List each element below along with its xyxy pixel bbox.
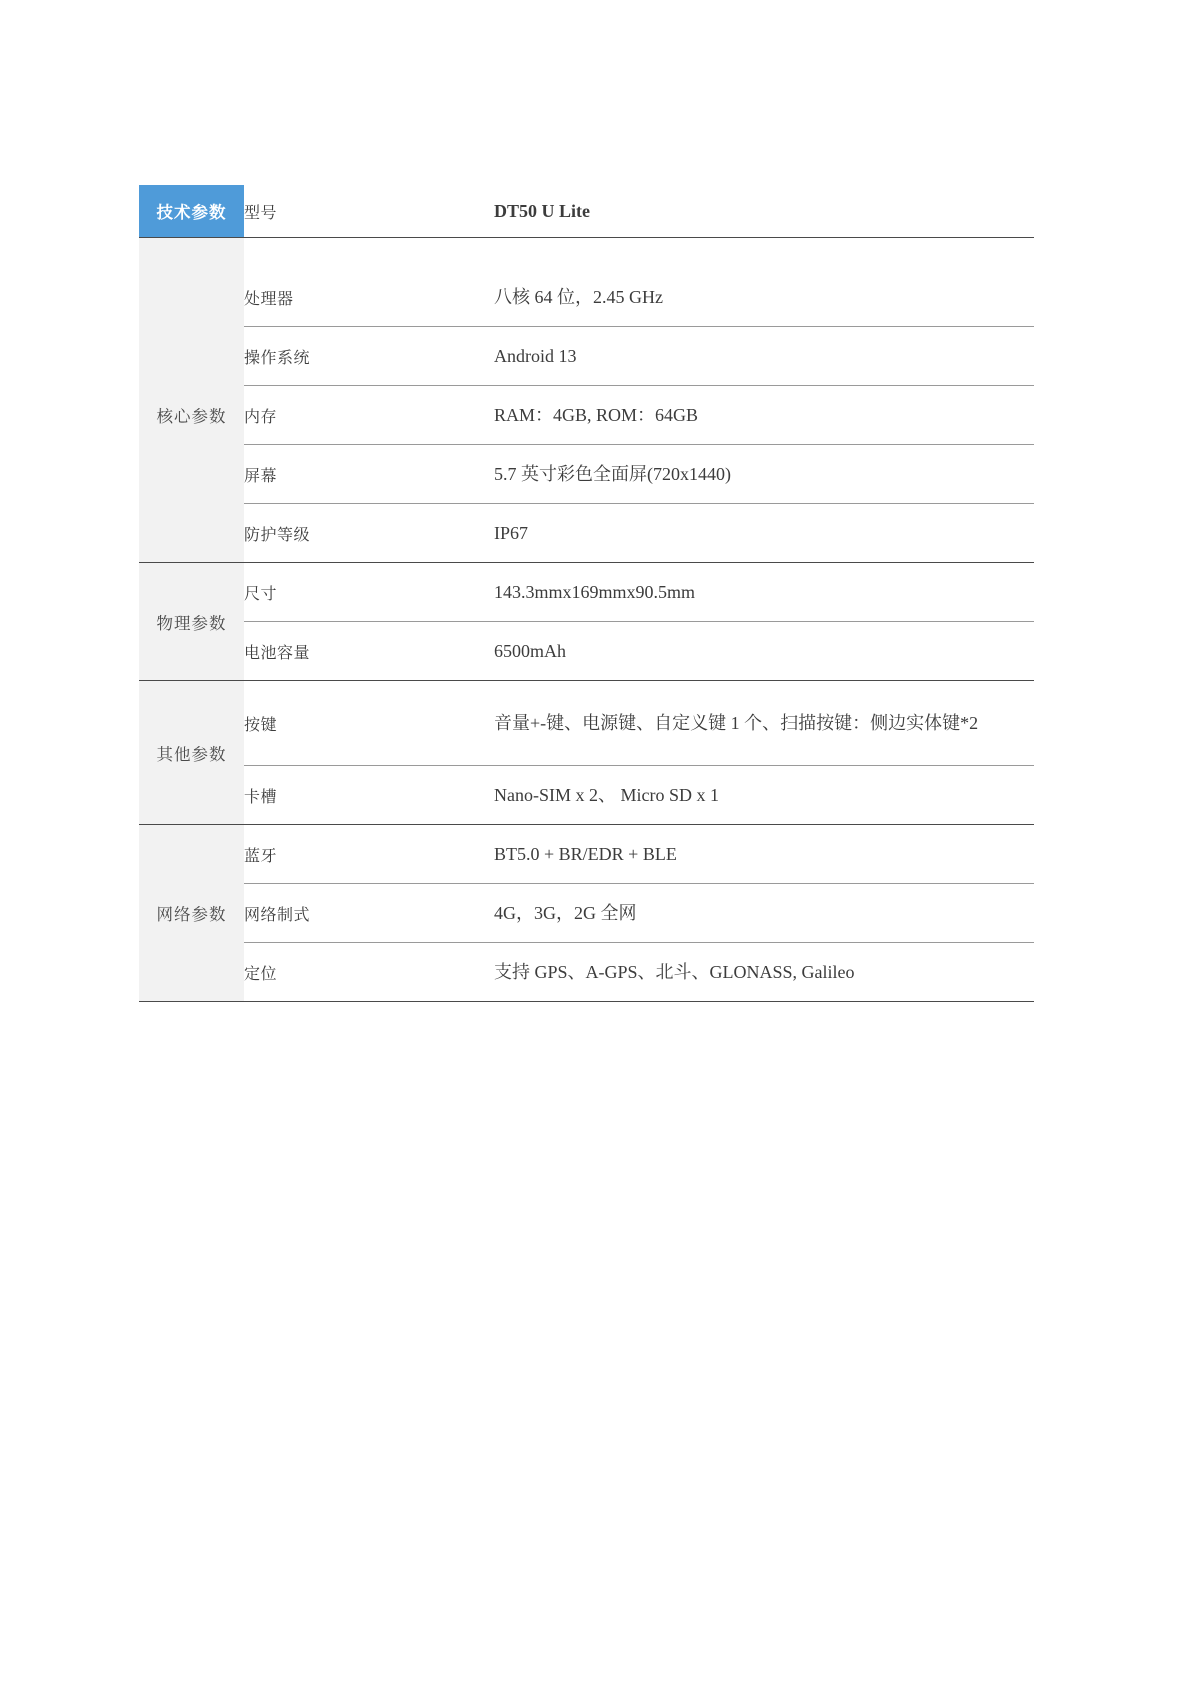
group-cell-other: 其他参数 — [139, 681, 244, 825]
table-row — [139, 622, 1034, 681]
row-value: 5.7 英寸彩色全面屏(720x1440) — [494, 445, 1034, 504]
spacer-group-cell — [139, 238, 244, 269]
row-value: RAM：4GB, ROM：64GB — [494, 386, 1034, 445]
row-value: 支持 GPS、A-GPS、北斗、GLONASS, Galileo — [494, 943, 1034, 1002]
table-row — [139, 504, 1034, 563]
row-value: IP67 — [494, 504, 1034, 563]
row-label: 尺寸 — [244, 563, 494, 622]
row-value: 6500mAh — [494, 622, 1034, 681]
spacer-value-cell — [494, 238, 1034, 269]
table-row — [139, 884, 1034, 943]
table-row — [139, 386, 1034, 445]
row-label: 按键 — [244, 681, 494, 766]
group-cell-core: 核心参数 — [139, 268, 244, 563]
row-label: 防护等级 — [244, 504, 494, 563]
row-label: 卡槽 — [244, 766, 494, 825]
row-value: 143.3mmx169mmx90.5mm — [494, 563, 1034, 622]
spec-table — [139, 185, 1034, 1002]
table-row — [139, 943, 1034, 1002]
row-value: Nano-SIM x 2、 Micro SD x 1 — [494, 766, 1034, 825]
table-row — [139, 445, 1034, 504]
row-value: 4G，3G，2G 全网 — [494, 884, 1034, 943]
group-cell-physical: 物理参数 — [139, 563, 244, 681]
row-value: 八核 64 位，2.45 GHz — [494, 268, 1034, 327]
table-row — [139, 268, 1034, 327]
table-header-row — [139, 185, 1034, 238]
header-value-cell: DT50 U Lite — [494, 185, 1034, 238]
table-row — [139, 563, 1034, 622]
row-label: 处理器 — [244, 268, 494, 327]
row-label: 网络制式 — [244, 884, 494, 943]
table-row — [139, 825, 1034, 884]
spacer-row — [139, 238, 1034, 269]
row-value: 音量+-键、电源键、自定义键 1 个、扫描按键：侧边实体键*2 — [494, 681, 1034, 766]
row-label: 内存 — [244, 386, 494, 445]
group-cell-network: 网络参数 — [139, 825, 244, 1002]
row-label: 屏幕 — [244, 445, 494, 504]
table-row — [139, 766, 1034, 825]
row-label: 操作系统 — [244, 327, 494, 386]
row-label: 蓝牙 — [244, 825, 494, 884]
row-value: Android 13 — [494, 327, 1034, 386]
header-group-cell: 技术参数 — [139, 185, 244, 238]
spacer-label-cell — [244, 238, 494, 269]
row-label: 电池容量 — [244, 622, 494, 681]
table-row — [139, 327, 1034, 386]
table-row — [139, 681, 1034, 766]
header-label-cell: 型号 — [244, 185, 494, 238]
row-label: 定位 — [244, 943, 494, 1002]
row-value: BT5.0 + BR/EDR + BLE — [494, 825, 1034, 884]
